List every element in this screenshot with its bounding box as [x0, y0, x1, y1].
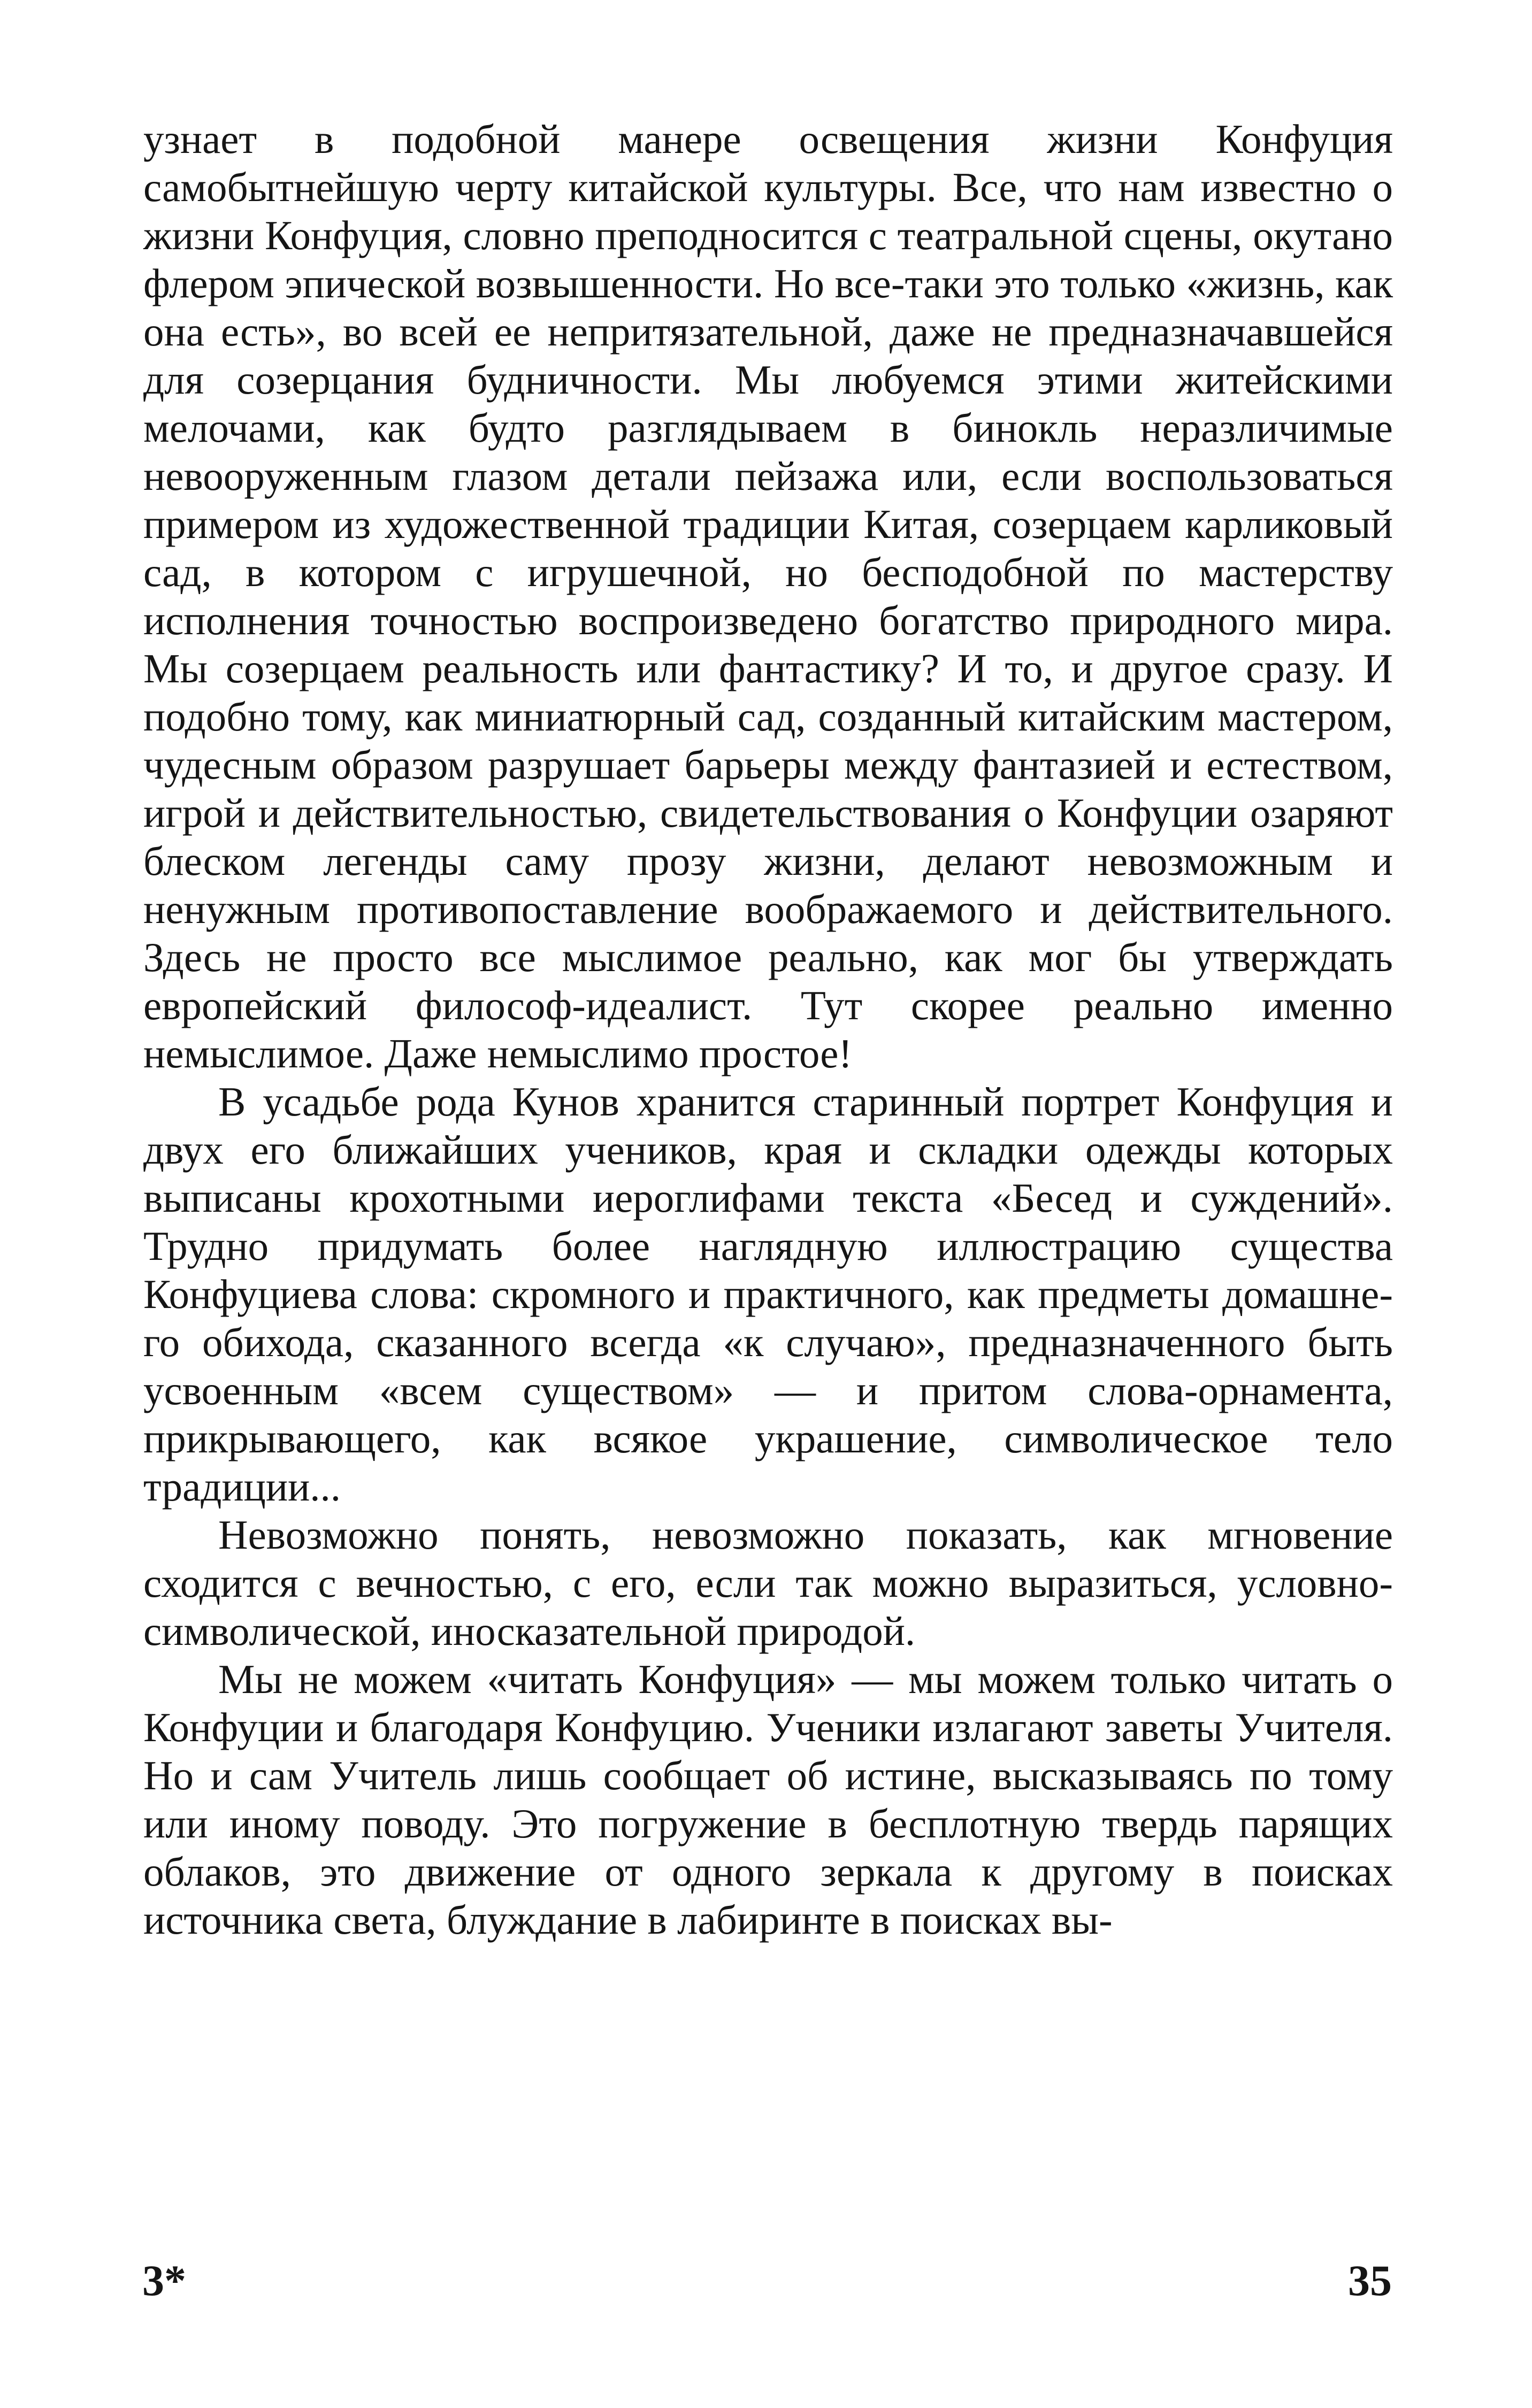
paragraph-continued: узнает в подобной манере освещения жизни Конфуция самобытнейшую черту китайской культуры. Все, что нам известно о жизни Конфуция, словно преподносится с театральной сцены, окутано флером эпической возвышенности. Но все-таки это только «жизнь, как она есть», во всей ее непритязательной, даже не предназначавшейся для созерцания будничности. Мы любуемся этими житейскими мелочами, как будто разглядываем в бинокль неразличимые невооруженным глазом детали пейзажа или, если воспользоваться примером из художественной традиции Китая, созерцаем карликовый сад, в котором с игрушечной, но бесподобной по мастерству исполнения точностью воспроизведено богатство природного мира. Мы созерцаем реальность или фантастику? И то, и другое сразу. И подобно тому, как миниатюрный сад, созданный китайским мастером, чудесным образом разрушает барьеры между фантазией и естеством, игрой и действительностью, свидетельствования о Конфуции озаряют блеском легенды саму прозу жизни, делают невозможным и ненужным противопоставление воображаемого и действительного. Здесь не просто все мыслимое реально, как мог бы утверждать европейский философ-идеалист. Тут скорее реально именно немыслимое. Даже немыслимо простое!: [143, 116, 1393, 1076]
printer-signature-mark: 3*: [142, 2256, 186, 2305]
page-number: 35: [1348, 2256, 1392, 2305]
paragraph-portrait: В усадьбе рода Кунов хранится старинный портрет Конфуция и двух его ближайших учеников, края и складки одежды которых выписаны крохотными иероглифами текста «Бесед и суждений». Трудно придумать более наглядную иллюстрацию существа Конфуциева слова: скромного и практичного, как предметы домашнего обихода, сказанного всегда «к случаю», предназначенного быть усвоенным «всем существом» — и притом слова-орнамента, прикрывающего, как всякое украшение, символическое тело традиции...: [143, 1079, 1393, 1510]
paragraph-moment-eternity: Невозможно понять, невозможно показать, как мгновение сходится с вечностью, с его, если так можно выразиться, условно-символической, иносказательной природой.: [143, 1512, 1393, 1654]
paragraph-reading-confucius: Мы не можем «читать Конфуция» — мы можем только читать о Конфуции и благодаря Конфуцию. Ученики излагают заветы Учителя. Но и сам Учитель лишь сообщает об истине, высказываясь по тому или иному поводу. Это погружение в бесплотную твердь парящих облаков, это движение от одного зеркала к другому в поисках источника света, блуждание в лабиринте в поисках вы-: [143, 1656, 1393, 1943]
body-text: [143, 115, 1393, 1944]
